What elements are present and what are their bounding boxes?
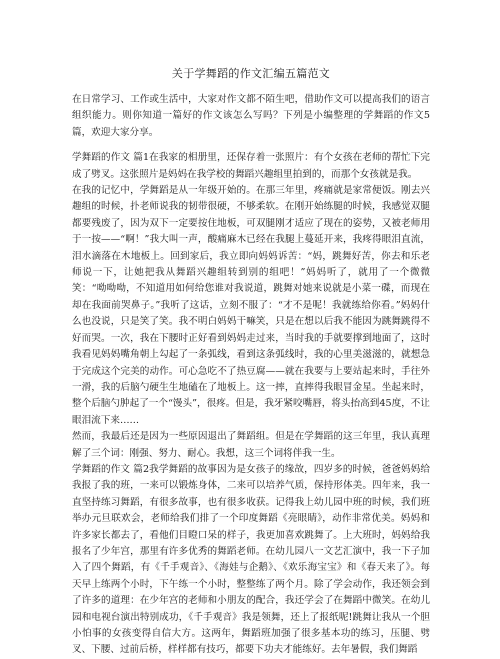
essay-1-paragraph-3: 然而，我最后还是因为一些原因退出了舞蹈组。但是在学舞蹈的这三年里，我认真理解了三个词：刚强、努力、耐心。我想，这三个词将伴我一生。 (72, 431, 430, 459)
intro-paragraph: 在日常学习、工作或生活中，大家对作文都不陌生吧，借助作文可以提高我们的语言组织能力。则你知道一篇好的作文该怎么写吗？下列是小编整理的学舞蹈的作文5篇，欢迎大家分享。 (72, 94, 430, 138)
essay-2-paragraph-1: 学舞蹈的作文 篇2我学舞蹈的故事因为是女孩子的缘故，四岁多的时候，爸爸妈妈给我报了我的班，一来可以锻炼身体，二来可以培养气质，保持形体美。四年来，我一直坚持练习舞蹈，有很多故事，也有很多收获。记得我上幼儿园中班的时候，我们班举办元旦联欢会，老师给我们排了一个印度舞蹈《亮眼睛》，动作非常优美。妈妈和许多家长都去了，看他们目瞪口呆的样子，我更加喜欢跳舞了。上大班时，妈妈给我报名了少年宫，那里有许多优秀的舞蹈老师。在幼儿园八一文艺汇演中，我一下子加入了四个舞蹈，有《千手观音》、《海娃与企鹅》、《欢乐海宝宝》和《春天来了》。每天早上练两个小时，下午练一个小时，整整练了两个月。除了学会动作，我还领会到了许多的道理：在少年宫的老师和小朋友的配合，我还学会了在舞蹈中微笑。在幼儿园和电视台演出特别成功，《千手观音》我是领舞，还上了报纸呢!跳舞让我从一个胆小怕事的女孩变得自信大方。这两年，舞蹈班加强了很多基本功的练习，压腿、劈叉、下腰、过前后桥，样样都有技巧，都要下功夫才能练好。去年暑假，我们舞蹈 (72, 463, 430, 656)
essay-1-paragraph-1: 学舞蹈的作文 篇1在我家的相册里，还保存着一张照片：有个女孩在老师的帮忙下完成了劈叉。这张照片是妈妈在我学校的舞蹈兴趣组里拍到的，而那个女孩就是我。 (72, 152, 430, 180)
essay-1-paragraph-2: 在我的记忆中，学舞蹈是从一年级开始的。在那三年里，疼痛就是家常便饭。刚去兴趣组的时候，扑老师说我的韧带很硬，不够柔软。在刚开始练腿的时候，我感觉双腿都要残废了，因为双下一定要按住地板，可双腿刚才适应了现在的姿势，又被老师用于一按——“啊！”我大叫一声，酸痛麻木已经在我腿上蔓延开来，我疼得眼泪直流，泪水滴落在木地板上。回到家后，我立即向妈妈诉苦：“妈，跳舞好苦，你去和乐老师说一下，让她把我从舞蹈兴趣组转到别的组吧！”妈妈听了，就用了一个微微笑：“呦呦呦，不知道用如何给您谁对我说道，跳舞对她来说就是小菜一碟，而现在却在我面前哭鼻子。”我听了这话，立刻不服了：“才不是呢！我就练给你看。”妈妈什么也没说，只是笑了笑。我不明白妈妈干嘛笑，只是在想以后我不能因为跳舞跳得不好而哭。一次，我在下腰时正好看到妈妈走过来，当时我的手就要撑到地面了，这时我看见妈妈嘴角朝上勾起了一条弧线，看到这条弧线时，我的心里美滋滋的，就想急于完成这个完美的动作。可心急吃不了热豆腐——就在我要与上要站起来时，手往外一滑，我的后脑勺硬生生地磕在了地板上。这一摔，直摔得我眼冒金星。坐起来时，整个后脑勺肿起了一个“馒头”，很疼。但是，我牙紧咬嘴唇，将头抬高到45度，不让眼泪流下来…… (72, 185, 430, 426)
document-title: 关于学舞蹈的作文汇编五篇范文 (171, 67, 331, 80)
